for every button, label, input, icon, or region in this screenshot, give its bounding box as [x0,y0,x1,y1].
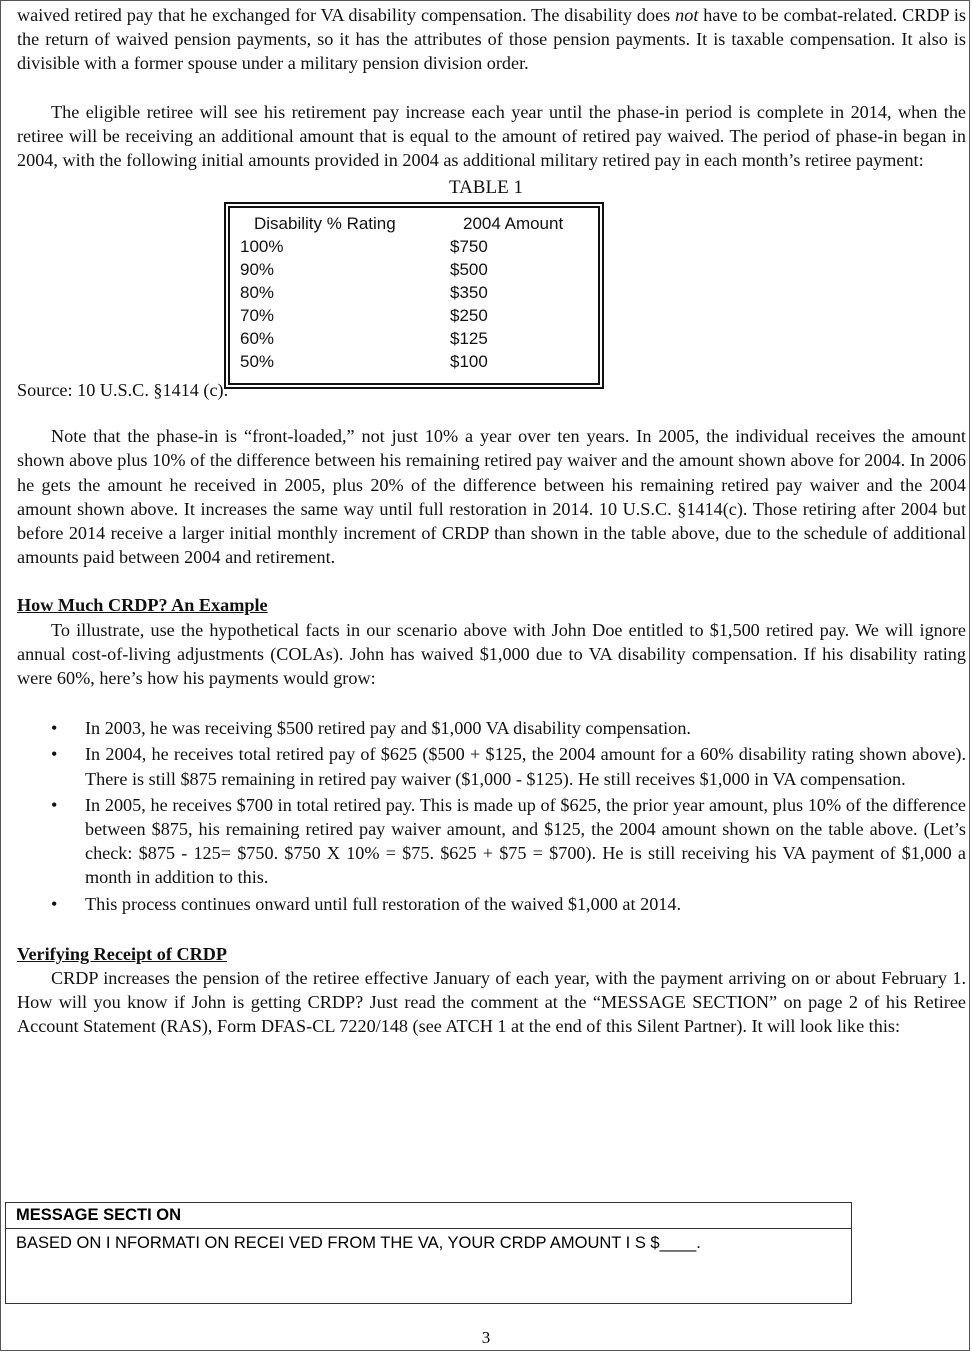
example-paragraph: To illustrate, use the hypothetical facts in our scenario above with John Doe entitled to $1,500 retired pay. We will ignore annual cost-of-living adjustments (COLAs). John has waived $1,000 due to VA disability compensation. If his disability rating were 60%, here’s how his payments would grow: [17,619,966,689]
header-rating: Disability % Rating [254,214,396,234]
table-row [230,235,598,258]
amount-cell: $750 [450,237,488,257]
amount-cell: $500 [450,260,488,280]
bullet-icon: • [51,718,58,739]
table-row [230,304,598,327]
example-heading: How Much CRDP? An Example [17,595,268,616]
bullet-icon: • [51,893,58,914]
amount-cell: $125 [450,329,488,349]
message-section-box [5,1202,852,1304]
table-row [230,258,598,281]
rating-cell: 50% [240,352,275,372]
amount-cell: $250 [450,306,488,326]
table-title: TABLE 1 [449,177,523,199]
note-paragraph: Note that the phase-in is “front-loaded,” not just 10% a year over ten years. In 2005, the individual receives the amount shown above plus 10% of the difference between his remaining retired pay waiver and the amount shown above for 2004. In 2006 he gets the amount he received in 2005, plus 20% of the difference between his remaining retired pay waiver and the 2004 amount shown above. It increases the same way until full restoration in 2014. 10 U.S.C. §1414(c). Those retiring after 2004 but before 2014 receive a larger initial monthly increment of CRDP than shown in the table above, due to the schedule of additional amounts paid between 2004 and retirement. [17,426,966,568]
rating-cell: 100% [240,237,284,257]
table-row [230,327,598,350]
table-source: Source: 10 U.S.C. §1414 (c). [17,380,229,401]
amount-table [224,202,604,389]
rating-cell: 80% [240,283,275,303]
amount-cell: $100 [450,352,488,372]
phase-in-paragraph: The eligible retiree will see his retirement pay increase each year until the phase-in period is complete in 2014, when the retiree will be receiving an additional amount that is equal to the amount of retired pay waived. The period of phase-in began in 2004, with the following initial amounts provided in 2004 as additional military retired pay in each month’s retiree payment: [17,101,966,171]
document-body [17,3,966,1039]
verify-paragraph: CRDP increases the pension of the retiree effective January of each year, with the payment arriving on or about February 1. How will you know if John is getting CRDP? Just read the comment at the “MESSAGE SECTION” on page 2 of his Retiree Account Statement (RAS), Form DFAS-CL 7220/148 (see ATCH 1 at the end of this Silent Partner). It will look like this: [17,968,966,1037]
list-item-text: In 2005, he receives $700 in total retired pay. This is made up of $625, the prior year amount, plus 10% of the difference between $875, his remaining retired pay waiver amount, and $125, the 2004 amount shown on the table above. (Let’s check: $875 - 125= $750. $750 X 10% = $75. $625 + $75 = $700). He is still receiving his VA payment of $1,000 a month in addition to this. [85,794,966,888]
list-item [17,716,966,740]
intro-emphasis: not [675,5,699,25]
amount-cell: $350 [450,283,488,303]
rating-cell: 90% [240,260,275,280]
intro-text-a: waived retired pay that he exchanged for VA disability compensation. The disability does [17,5,676,25]
list-item [17,793,966,890]
example-bullet-list [17,716,966,916]
message-section-body: BASED ON I NFORMATI ON RECEI VED FROM THE VA, YOUR CRDP AMOUNT I S $____. [16,1234,701,1252]
bullet-icon: • [51,794,58,815]
intro-paragraph [17,3,966,76]
table-section [17,172,966,402]
intro-text-b: have to be combat-related. CRDP is the return of waived pension payments, so it has the attributes of those pension payments. It is taxable compensation. It also is divisible with a former spouse under a military pension division order. [17,5,966,74]
list-item [17,742,966,790]
list-item-text: In 2003, he was receiving $500 retired pay and $1,000 VA disability compensation. [85,718,691,739]
rating-cell: 60% [240,329,275,349]
list-item-text: This process continues onward until full restoration of the waived $1,000 at 2014. [85,893,682,914]
verify-heading: Verifying Receipt of CRDP [17,943,227,964]
bullet-icon: • [51,744,58,765]
page-number: 3 [481,1328,491,1347]
header-amount: 2004 Amount [463,214,564,234]
list-item-text: In 2004, he receives total retired pay of $625 ($500 + $125, the 2004 amount for a 60% disability rating shown above). There is still $875 remaining in retired pay waiver ($1,000 - $125). He still receives $1,000 in VA compensation. [85,744,966,789]
table-row [230,281,598,304]
message-section-heading: MESSAGE SECTI ON [6,1203,851,1229]
table-row [230,350,598,373]
rating-cell: 70% [240,306,275,326]
list-item [17,892,966,916]
table-header-row [230,212,598,235]
